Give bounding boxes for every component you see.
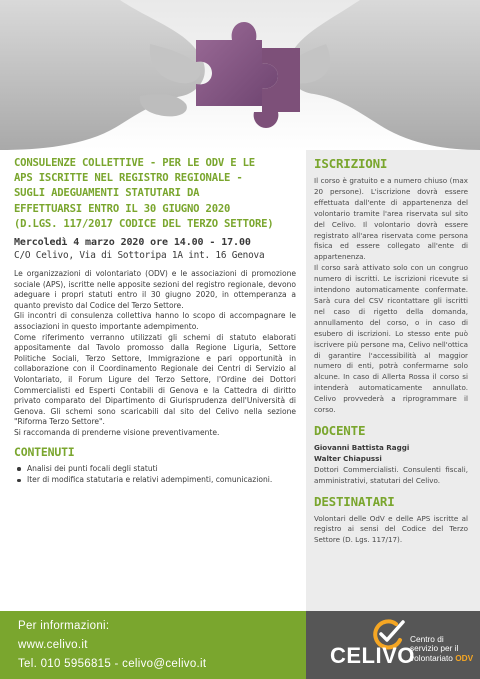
title-line: APS ISCRITTE NEL REGISTRO REGIONALE -: [14, 172, 243, 185]
bullet-icon: [17, 479, 21, 483]
logo-tagline-word: volontariato: [410, 652, 453, 663]
hero-photo: [0, 0, 480, 150]
docente-description: Dottori Commercialisti. Consulenti fiscali, amministrativi, statutari del Celivo.: [314, 464, 468, 485]
website-link[interactable]: www.celivo.it: [18, 639, 88, 651]
contenuti-heading: CONTENUTI: [14, 444, 75, 459]
title-line: SUGLI ADEGUAMENTI STATUTARI DA: [14, 187, 200, 200]
docente-name: Walter Chiapussi: [314, 453, 382, 463]
celivo-logo: [306, 611, 480, 679]
list-item: [14, 475, 296, 486]
destinatari-heading: DESTINATARI: [314, 493, 395, 509]
contact-footer: [0, 611, 306, 679]
title-line: CONSULENZE COLLETTIVE - PER LE ODV E LE: [14, 157, 255, 169]
logo-tagline-line: servizio per il: [410, 643, 459, 654]
puzzle-hands-photo: [0, 0, 480, 150]
iscrizioni-paragraph: Il corso sarà attivato solo con un congruo numero di iscritti. Le iscrizioni ricevute si intendono automaticamente confermate. Sarà cura del CSV ricontattare gli iscritti nel caso di rigetto della domanda, annullamento del corso, o in caso di esubero di iscrizioni. Lo stesso ente può iscrivere più persone ma, Celivo nell'ottica di garantire l'accessibilità al maggior numero di enti, potrà confermarne solo alcune. In caso di Allerta Rossa il corso si intenderà automaticamente annullato. Celivo provvederà a riprogrammare il corso.: [314, 263, 468, 415]
title-line: EFFETTUARSI ENTRO IL 30 GIUGNO 2020: [14, 202, 231, 215]
contact-line[interactable]: Tel. 010 5956815 - celivo@celivo.it: [18, 658, 207, 670]
bullet-icon: [17, 467, 21, 471]
logo-wordmark: CELIVO: [330, 643, 415, 668]
docente-name: Giovanni Battista Raggi: [314, 442, 410, 452]
title-line: (D.LGS. 117/2017 CODICE DEL TERZO SETTORE): [14, 217, 274, 230]
logo-odv: ODV: [455, 652, 474, 663]
description-paragraph: Gli incontri di consulenza collettiva hanno lo scopo di accompagnare le associazioni in questo importante adempimento.: [14, 311, 296, 331]
docente-heading: DOCENTE: [314, 422, 366, 438]
description-paragraph: Le organizzazioni di volontariato (ODV) e le associazioni di promozione sociale (APS), iscritte nelle apposite sezioni del registro regionale, devono adeguare i propri statuti entro il 30 giugno 2020, in ottemperanza a quanto previsto dal Codice del Terzo Settore.: [14, 269, 296, 310]
iscrizioni-text: [314, 176, 468, 416]
description-paragraph: Si raccomanda di prenderne visione preventivamente.: [14, 427, 220, 437]
description: [14, 269, 296, 439]
event-date: Mercoledì 4 marzo 2020 ore 14.00 - 17.00: [14, 237, 251, 249]
list-item-text: Analisi dei punti focali degli statuti: [27, 463, 158, 473]
list-item: [14, 464, 296, 475]
contenuti-list: [14, 464, 296, 486]
main-column: [14, 156, 296, 487]
sidebar: [306, 150, 480, 611]
destinatari-text: Volontari delle OdV e delle APS iscritte al registro ai sensi del Codice del Terzo Settore (D. Lgs. 117/17).: [314, 513, 468, 545]
logo-tagline-line: Centro di: [410, 634, 444, 644]
info-label: Per informazioni:: [18, 620, 110, 632]
event-address: C/O Celivo, Via di Sottoripa 1A int. 16 Genova: [14, 250, 265, 262]
iscrizioni-heading: ISCRIZIONI: [314, 156, 388, 171]
logo-tagline: [410, 635, 480, 663]
logo-tagline-line: [410, 654, 480, 663]
list-item-text: Iter di modifica statutaria e relativi adempimenti, comunicazioni.: [27, 475, 273, 485]
event-title: [14, 156, 296, 232]
description-paragraph: Come riferimento verranno utilizzati gli schemi di statuto elaborati appositamente dal Tavolo promosso dalla Regione Liguria, Settore Politiche Sociali, Terzo Settore, Immigrazione e pari opportunità in collaborazione con il Coordinamento Regionale dei Centri di Servizio al Volontariato, il Forum Ligure del Terzo Settore, l'Ordine dei Dottori Commercialisti ed Esperti Contabili di Genova e la Cattedra di diritto privato comparato del Dipartimento di Giurisprudenza dell'Università di Genova. Gli schemi sono scaricabili dal sito del Celivo nella sezione "Riforma Terzo Settore".: [14, 332, 296, 427]
iscrizioni-paragraph: Il corso è gratuito e a numero chiuso (max 20 persone). L'iscrizione dovrà essere effettuata dall'ente di appartenenza del volontario tramite l'area riservata sul sito del Celivo. Il volontario dovrà essere registrato all'area riservata come persona fisica ed essere collegato all'ente di appartenenza.: [314, 176, 468, 262]
docente-names: [314, 443, 468, 465]
